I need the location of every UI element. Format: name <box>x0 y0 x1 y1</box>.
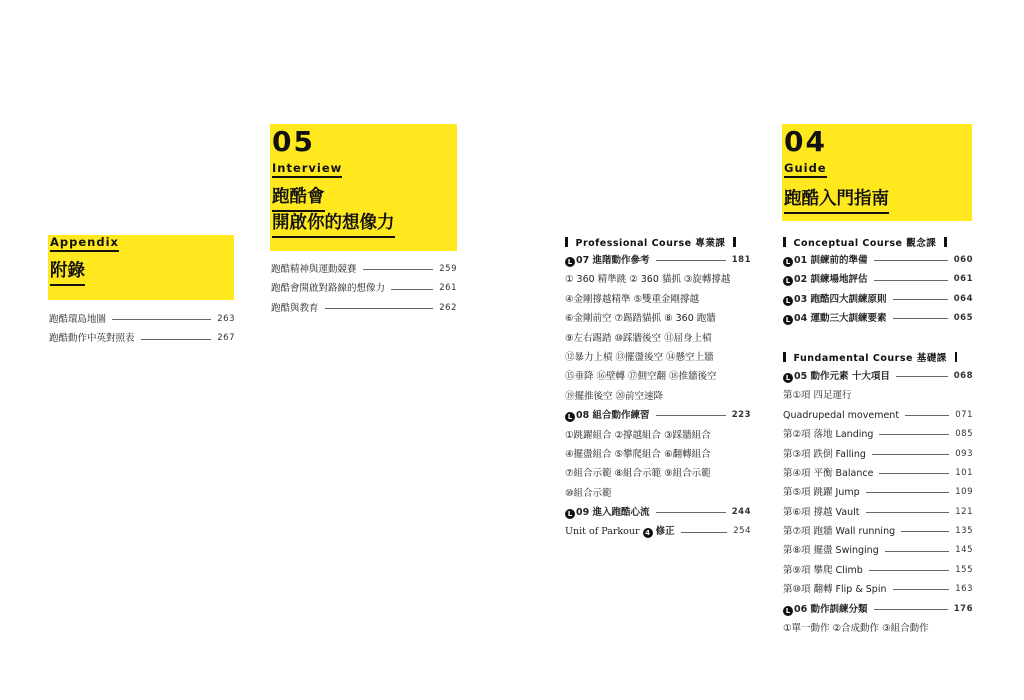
toc-entry-label <box>565 251 650 270</box>
appendix-english-label <box>50 237 119 252</box>
leader-line <box>901 531 949 532</box>
leader-line <box>869 570 950 571</box>
circled-l-icon: L <box>783 373 793 383</box>
page-number: 176 <box>953 603 973 614</box>
lesson-code: 01 <box>794 255 808 266</box>
leader-line <box>893 299 948 300</box>
unit-label: 修正 <box>655 526 675 538</box>
leader-line <box>874 260 948 261</box>
leader-line <box>893 589 950 590</box>
appendix-list <box>49 310 235 349</box>
toc-entry-label: 跑酷動作中英對照表 <box>49 333 135 345</box>
sub-item-line: ④擺盪組合 ⑤攀爬組合 ⑥翻轉組合 <box>565 448 711 460</box>
toc-entry-label <box>565 406 650 425</box>
sub-item-line: ⑫暴力上槓 ⑬擺盪後空 ⑭懸空上牆 <box>565 351 714 363</box>
toc-entry[interactable] <box>783 406 973 425</box>
leader-line <box>893 318 948 319</box>
lesson-label: 訓練場地評估 <box>810 274 868 286</box>
header-bar-right <box>733 237 736 247</box>
page-number: 135 <box>955 526 973 537</box>
toc-entry-label <box>783 367 890 386</box>
toc-entry[interactable] <box>783 541 973 560</box>
chapter05-list <box>271 260 457 318</box>
appendix-english-text: Appendix <box>50 237 119 252</box>
toc-entry-label <box>783 251 868 270</box>
page-number: 109 <box>955 487 973 498</box>
lesson-label: 進階動作參考 <box>592 255 650 266</box>
page-number: 223 <box>731 410 751 421</box>
page-number: 064 <box>953 293 973 304</box>
page-number: 121 <box>955 506 973 517</box>
sub-item-line: ⑲擺推後空 ⑳前空速降 <box>565 390 664 402</box>
toc-entry[interactable] <box>271 260 457 279</box>
lesson-code: 07 <box>576 255 590 266</box>
circled-l-icon: L <box>565 509 575 519</box>
lesson-label: 進入跑酷心流 <box>592 507 650 519</box>
toc-entry-l08[interactable] <box>565 406 751 425</box>
sub-item-line: ⑦組合示範 ⑧組合示範 ⑨組合示範 <box>565 468 711 480</box>
toc-entry-label: 第④項 平衡 Balance <box>783 467 874 479</box>
toc-entry[interactable] <box>49 329 235 348</box>
toc-entry-label: 跑酷精神與運動競賽 <box>271 264 357 275</box>
toc-entry-label <box>565 522 675 541</box>
toc-entry-label: 跑酷環島地圖 <box>49 314 107 325</box>
toc-entry[interactable] <box>783 561 973 580</box>
toc-entry-label: 第⑦項 跑牆 Wall running <box>783 526 896 538</box>
sub-item-line: ①跳躍組合 ②撐越組合 ③踩牆組合 <box>565 429 711 441</box>
toc-entry-l09[interactable] <box>565 503 751 522</box>
lesson-label: 跑酷四大訓練原則 <box>810 293 887 305</box>
header-bar-left <box>565 237 568 247</box>
appendix-title <box>50 260 85 286</box>
page-number: 065 <box>953 313 973 324</box>
toc-entry-label: Quadrupedal movement <box>783 409 900 421</box>
leader-line <box>391 289 433 290</box>
chapter05-number: 05 <box>272 125 315 158</box>
toc-entry-label <box>783 270 868 289</box>
lesson-code: 03 <box>794 293 808 305</box>
toc-entry-label: 第②項 落地 Landing <box>783 429 874 441</box>
leader-line <box>656 512 726 513</box>
leader-line <box>141 339 212 340</box>
page-number: 261 <box>439 283 457 294</box>
page-number: 244 <box>731 507 751 518</box>
page-number: 155 <box>955 564 973 575</box>
sub-item-line: ⑥金剛前空 ⑦踢踏貓抓 ⑧ 360 跑牆 <box>565 313 716 325</box>
chapter05-title <box>272 186 395 238</box>
toc-entry[interactable] <box>783 425 973 444</box>
circled-l-icon: L <box>565 412 575 422</box>
circled-l-icon: L <box>783 315 793 325</box>
toc-entry-l01[interactable] <box>783 251 973 270</box>
toc-entry-label: 第⑧項 擺盪 Swinging <box>783 545 879 557</box>
leader-line <box>896 376 948 377</box>
leader-line <box>879 434 949 435</box>
lesson-code: 05 <box>794 370 808 382</box>
leader-line <box>905 415 949 416</box>
leader-line <box>363 269 434 270</box>
leader-line <box>885 551 950 552</box>
page-number: 267 <box>217 333 235 344</box>
lesson-label: 訓練前的準備 <box>810 255 868 266</box>
lesson-code: 02 <box>794 274 808 286</box>
circled-l-icon: L <box>783 606 793 616</box>
header-bar-left <box>783 237 786 247</box>
toc-entry-label: 第⑤項 跳躍 Jump <box>783 487 860 499</box>
toc-entry[interactable] <box>783 464 973 483</box>
section-spacer <box>783 329 973 348</box>
professional-course-list <box>565 232 751 542</box>
leader-line <box>872 454 949 455</box>
chapter04-title-text: 跑酷入門指南 <box>784 188 889 214</box>
page-number: 163 <box>955 584 973 595</box>
toc-entry-l03[interactable] <box>783 290 973 309</box>
appendix-title-text: 附錄 <box>50 260 85 286</box>
page-number: 181 <box>731 255 751 265</box>
fundamental-course-header-text: Fundamental Course 基礎課 <box>793 353 947 365</box>
circled-l-icon: L <box>783 257 793 267</box>
chapter05-title-line2: 開啟你的想像力 <box>272 212 395 238</box>
sub-item-line: ①單一動作 ②合成動作 ③組合動作 <box>783 623 929 635</box>
toc-entry-label: 跑酷會開啟對路線的想像力 <box>271 283 386 295</box>
leader-line <box>325 308 434 309</box>
page-number: 145 <box>955 545 973 556</box>
lesson-label: 組合動作練習 <box>592 410 650 422</box>
toc-entry-label: 跑酷與教育 <box>271 302 319 314</box>
guide-course-list <box>783 232 973 638</box>
page-number: 259 <box>439 264 457 274</box>
toc-entry-label: 第⑥項 撐越 Vault <box>783 506 860 518</box>
lesson-code: 09 <box>576 507 590 519</box>
toc-entry[interactable] <box>783 503 973 522</box>
conceptual-course-header-text: Conceptual Course 觀念課 <box>793 237 937 249</box>
header-bar-right <box>955 352 958 362</box>
toc-entry-label: 第⑨項 攀爬 Climb <box>783 564 863 576</box>
toc-entry[interactable] <box>783 445 973 464</box>
leader-line <box>874 609 948 610</box>
lesson-code: 04 <box>794 313 808 325</box>
leader-line <box>866 492 950 493</box>
toc-entry[interactable] <box>271 279 457 298</box>
toc-entry-label <box>783 290 887 309</box>
leader-line <box>656 260 726 261</box>
professional-course-header <box>565 232 751 251</box>
chapter04-english-text: Guide <box>784 163 827 178</box>
toc-entry-l07[interactable] <box>565 251 751 270</box>
circled-l-icon: L <box>565 257 575 267</box>
page-number: 071 <box>955 409 973 420</box>
header-bar-right <box>944 237 947 247</box>
leader-line <box>656 415 726 416</box>
sub-item-line: 第①項 四足運行 <box>783 390 852 402</box>
page-number: 101 <box>955 467 973 478</box>
chapter05-english-text: Interview <box>272 163 342 178</box>
sub-item-line: ⑩組合示範 <box>565 487 612 499</box>
professional-course-header-text: Professional Course 專業課 <box>575 237 726 249</box>
toc-entry-l04[interactable] <box>783 309 973 328</box>
leader-line <box>866 512 950 513</box>
toc-entry-label <box>783 309 887 328</box>
unit-prefix: Unit of Parkour <box>565 526 640 538</box>
sub-item-line: ④金剛撐越精準 ⑤雙重金剛撐越 <box>565 293 700 305</box>
toc-entry[interactable] <box>783 483 973 502</box>
toc-entry[interactable] <box>271 299 457 318</box>
page-number: 061 <box>953 274 973 285</box>
lesson-code: 06 <box>794 603 808 615</box>
toc-entry-l06[interactable] <box>783 600 973 619</box>
page-number: 060 <box>953 255 973 265</box>
lesson-label: 運動三大訓練要素 <box>810 313 887 325</box>
page-number: 085 <box>955 429 973 440</box>
page-number: 263 <box>217 314 235 324</box>
leader-line <box>879 473 949 474</box>
leader-line <box>874 280 948 281</box>
sub-item-line: ⑮垂降 ⑯壁轉 ⑰側空翻 ⑱推牆後空 <box>565 371 717 383</box>
lesson-label: 動作訓練分類 <box>810 603 868 615</box>
toc-entry-l05[interactable] <box>783 367 973 386</box>
page-number: 254 <box>733 526 751 537</box>
header-bar-left <box>783 352 786 362</box>
chapter05-english-label <box>272 163 342 178</box>
chapter04-number: 04 <box>784 125 827 158</box>
toc-entry-label <box>783 600 868 619</box>
chapter05-title-line1: 跑酷會 <box>272 186 325 212</box>
lesson-label: 動作元素 十大項目 <box>810 370 890 382</box>
toc-entry[interactable] <box>783 580 973 599</box>
circled-number-icon: 4 <box>643 528 653 538</box>
conceptual-course-header <box>783 232 973 251</box>
page-number: 093 <box>955 448 973 459</box>
toc-entry-unit[interactable] <box>565 522 751 541</box>
circled-l-icon: L <box>783 296 793 306</box>
leader-line <box>681 532 728 533</box>
toc-entry[interactable] <box>783 522 973 541</box>
sub-item-line: ① 360 精準跳 ② 360 貓抓 ③旋轉撐越 <box>565 274 731 286</box>
chapter04-title <box>784 188 889 214</box>
toc-entry-label: 第③項 跌倒 Falling <box>783 448 866 460</box>
toc-entry-label: 第⑩項 翻轉 Flip & Spin <box>783 584 887 596</box>
leader-line <box>112 319 211 320</box>
chapter04-english-label <box>784 163 827 178</box>
toc-entry-label <box>565 503 650 522</box>
toc-entry-l02[interactable] <box>783 270 973 289</box>
toc-entry[interactable] <box>49 310 235 329</box>
fundamental-course-header <box>783 348 973 367</box>
page-number: 262 <box>439 302 457 313</box>
lesson-code: 08 <box>576 410 590 422</box>
page-number: 068 <box>953 370 973 381</box>
sub-item-line: ⑨左右踢踏 ⑩踩牆後空 ⑪屈身上槓 <box>565 332 712 344</box>
circled-l-icon: L <box>783 276 793 286</box>
